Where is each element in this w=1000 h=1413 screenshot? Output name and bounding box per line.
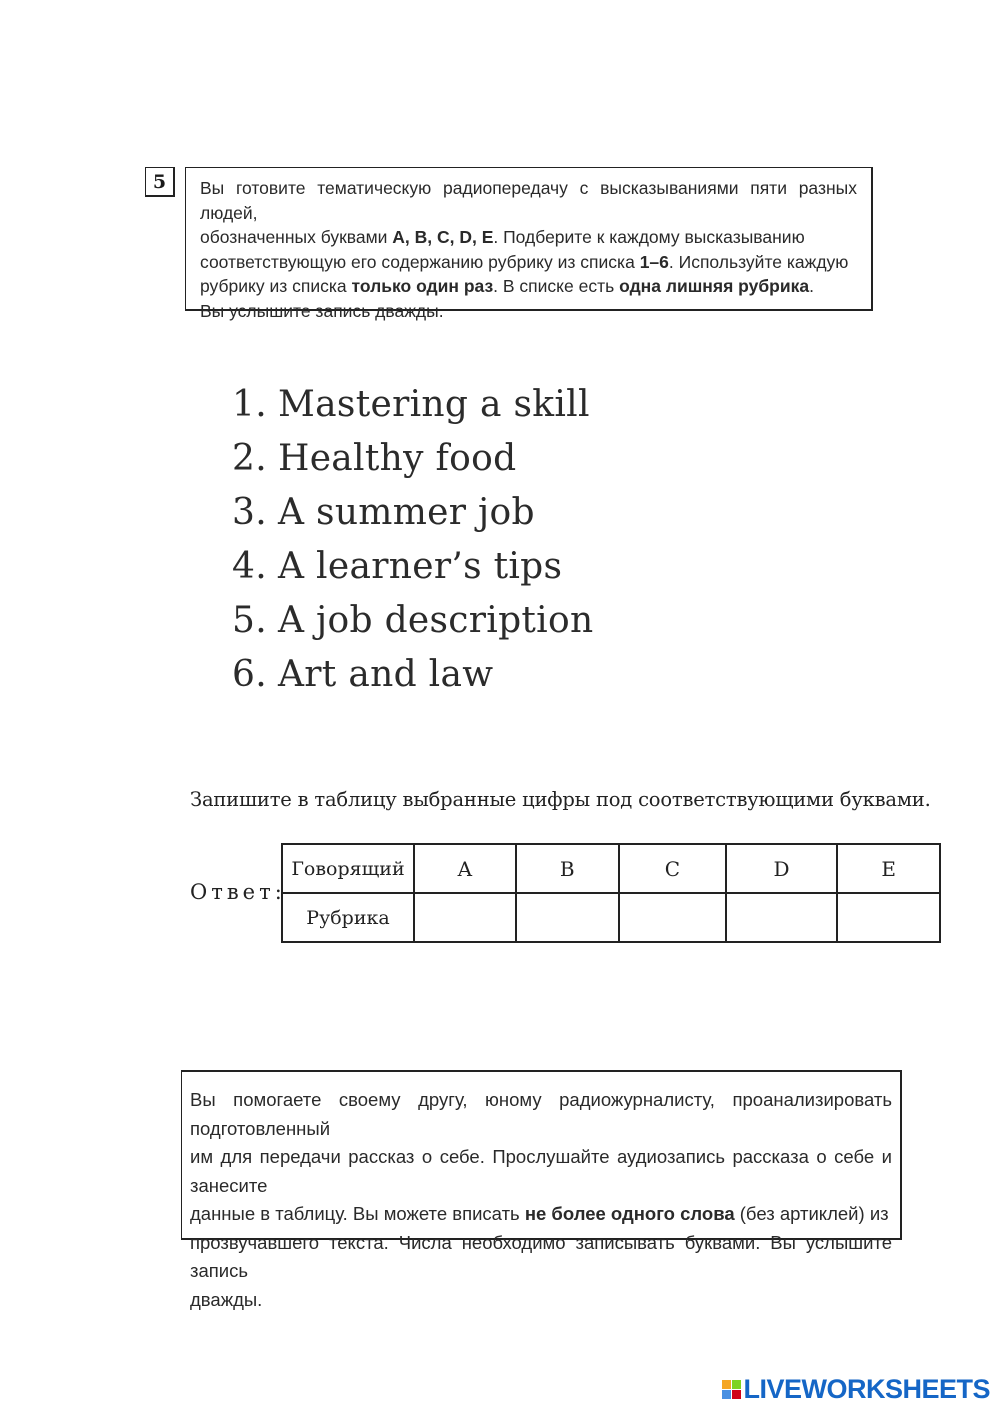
task2-line-2: им для передачи рассказ о себе. Прослушайте аудиозапись рассказа о себе и занесите — [190, 1146, 892, 1196]
topic-item: 3. A summer job — [232, 492, 535, 533]
task2-line-3: данные в таблицу. Вы можете вписать не более одного слова (без артиклей) из — [190, 1203, 889, 1224]
letter-cell-a: A — [414, 844, 516, 893]
speaker-header: Говорящий — [282, 844, 414, 893]
task2-line-1: Вы помогаете своему другу, юному радиожурналисту, проанализировать подготовленный — [190, 1089, 892, 1139]
topic-item: 2. Healthy food — [232, 438, 517, 479]
answer-label: Ответ: — [190, 880, 286, 904]
topic-item: 4. A learner’s tips — [232, 546, 563, 587]
logo-square — [732, 1380, 741, 1389]
logo-square — [722, 1380, 731, 1389]
topic-item: 5. A job description — [232, 600, 594, 641]
topic-item: 1. Mastering a skill — [232, 384, 590, 425]
letter-cell-b: B — [516, 844, 619, 893]
task-instructions-box — [185, 167, 873, 321]
liveworksheets-logo[interactable] — [722, 1375, 990, 1403]
answer-input-d[interactable] — [726, 893, 838, 942]
answer-input-a[interactable] — [414, 893, 516, 942]
logo-square — [732, 1390, 741, 1399]
table-instruction: Запишите в таблицу выбранные цифры под соответствующими буквами. — [190, 788, 931, 811]
answer-table — [281, 843, 941, 943]
task-line-3: соответствующую его содержанию рубрику из списка 1–6. Используйте каждую — [200, 251, 849, 272]
task-line-2: обозначенных буквами A, B, C, D, E. Подберите к каждому высказыванию — [200, 227, 805, 248]
rubric-header: Рубрика — [282, 893, 414, 942]
task2-line-5: дважды. — [190, 1288, 263, 1310]
logo-square — [722, 1390, 731, 1399]
topic-list — [232, 378, 593, 702]
letter-cell-c: C — [619, 844, 726, 893]
task-line-1: Вы готовите тематическую радиопередачу с высказываниями пяти разных людей, — [200, 178, 857, 223]
answer-input-b[interactable] — [516, 893, 619, 942]
letter-cell-e: E — [837, 844, 940, 893]
letter-cell-d: D — [726, 844, 838, 893]
speaker-row — [282, 844, 940, 893]
rubric-row — [282, 893, 940, 942]
task-number: 5 — [145, 167, 175, 197]
task-line-5: Вы услышите запись дважды. — [200, 300, 444, 321]
logo-text: LIVEWORKSHEETS — [743, 1373, 990, 1404]
task2-instructions-box — [181, 1070, 902, 1310]
task2-line-4: прозвучавшего текста. Числа необходимо записывать буквами. Вы услышите запись — [190, 1231, 892, 1281]
answer-input-e[interactable] — [837, 893, 940, 942]
topic-item: 6. Art and law — [232, 654, 494, 695]
answer-input-c[interactable] — [619, 893, 726, 942]
task-line-4: рубрику из списка только один раз. В списке есть одна лишняя рубрика. — [200, 276, 814, 297]
logo-mark-icon — [722, 1380, 741, 1399]
